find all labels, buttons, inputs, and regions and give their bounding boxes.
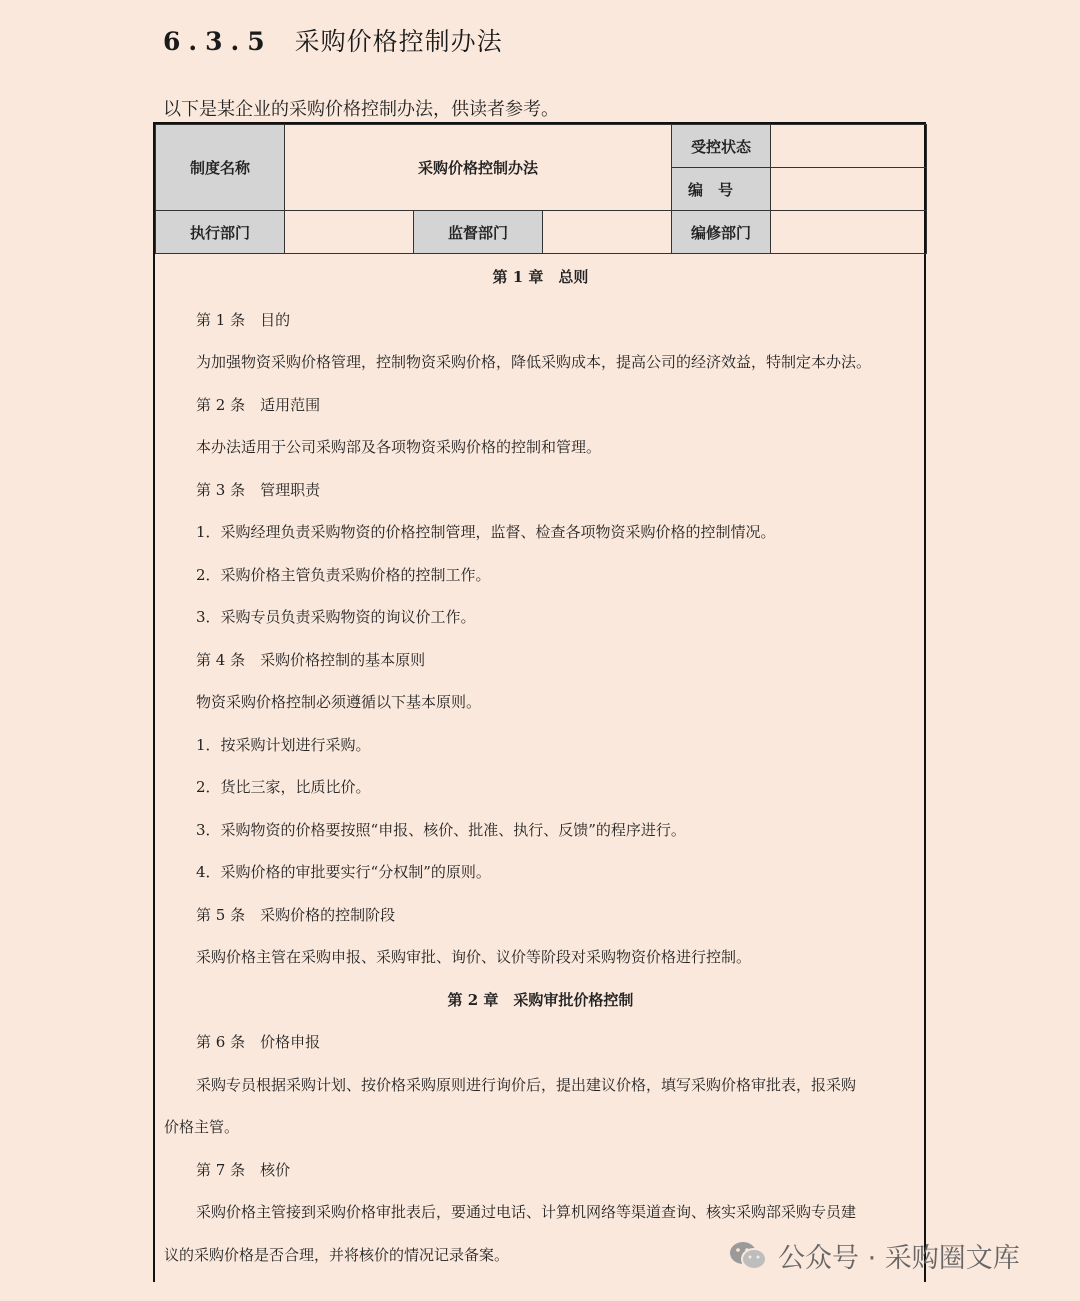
body-line: 价格主管。	[164, 1118, 240, 1136]
control-status-value	[771, 125, 927, 168]
wechat-icon	[728, 1239, 768, 1273]
body-line: 2．采购价格主管负责采购价格的控制工作。	[196, 565, 491, 584]
body-line: 第 4 条 采购价格控制的基本原则	[196, 650, 426, 669]
edit-dept-value	[771, 211, 927, 254]
body-line: 1．按采购计划进行采购。	[196, 735, 371, 754]
watermark-text: 公众号 · 采购圈文库	[778, 1243, 1020, 1274]
body-line: 采购专员根据采购计划、按价格采购原则进行询价后，提出建议价格，填写采购价格审批表，报采购	[196, 1075, 857, 1094]
body-line: 第 3 条 管理职责	[196, 480, 321, 499]
body-line: 1．采购经理负责采购物资的价格控制管理，监督、检查各项物资采购价格的控制情况。	[196, 523, 776, 541]
number-value	[771, 168, 927, 211]
system-name-value: 采购价格控制办法	[285, 125, 672, 211]
body-line: 第 5 条 采购价格的控制阶段	[196, 905, 396, 924]
watermark	[728, 1236, 1020, 1275]
document-body	[155, 256, 926, 1276]
body-line: 3．采购物资的价格要按照“申报、核价、批准、执行、反馈”的程序进行。	[196, 820, 686, 839]
system-name-label: 制度名称	[156, 125, 285, 211]
body-line: 采购价格主管接到采购价格审批表后，要通过电话、计算机网络等渠道查询、核实采购部采购专员建	[196, 1203, 857, 1221]
body-line: 4．采购价格的审批要实行“分权制”的原则。	[196, 863, 491, 881]
control-status-label: 受控状态	[672, 125, 771, 168]
regulation-document	[153, 122, 926, 1282]
section-title: 采购价格控制办法	[294, 27, 503, 56]
chapter-heading: 第 1 章 总则	[492, 268, 589, 286]
body-line: 第 6 条 价格申报	[196, 1033, 321, 1051]
number-label: 编 号	[672, 168, 771, 211]
supervise-dept-value	[543, 211, 672, 254]
body-line: 第 1 条 目的	[196, 310, 291, 329]
edit-dept-label: 编修部门	[672, 211, 771, 254]
document-header-table	[155, 124, 927, 254]
body-line: 3．采购专员负责采购物资的询议价工作。	[196, 608, 476, 626]
chapter-heading: 第 2 章 采购审批价格控制	[447, 990, 634, 1009]
body-line: 物资采购价格控制必须遵循以下基本原则。	[196, 693, 482, 711]
section-number: 6.3.5	[163, 27, 273, 56]
section-heading	[163, 22, 503, 58]
body-line: 2．货比三家，比质比价。	[196, 778, 371, 796]
exec-dept-value	[285, 211, 414, 254]
body-line: 为加强物资采购价格管理，控制物资采购价格，降低采购成本，提高公司的经济效益，特制定本办法。	[196, 353, 872, 371]
body-line: 第 2 条 适用范围	[196, 395, 321, 414]
body-line: 采购价格主管在采购申报、采购审批、询价、议价等阶段对采购物资价格进行控制。	[196, 948, 752, 966]
body-line: 第 7 条 核价	[196, 1160, 291, 1179]
supervise-dept-label: 监督部门	[414, 211, 543, 254]
intro-text: 以下是某企业的采购价格控制办法，供读者参考。	[163, 99, 559, 120]
body-line: 本办法适用于公司采购部及各项物资采购价格的控制和管理。	[196, 438, 602, 456]
exec-dept-label: 执行部门	[156, 211, 285, 254]
body-line: 议的采购价格是否合理，并将核价的情况记录备案。	[164, 1245, 510, 1264]
